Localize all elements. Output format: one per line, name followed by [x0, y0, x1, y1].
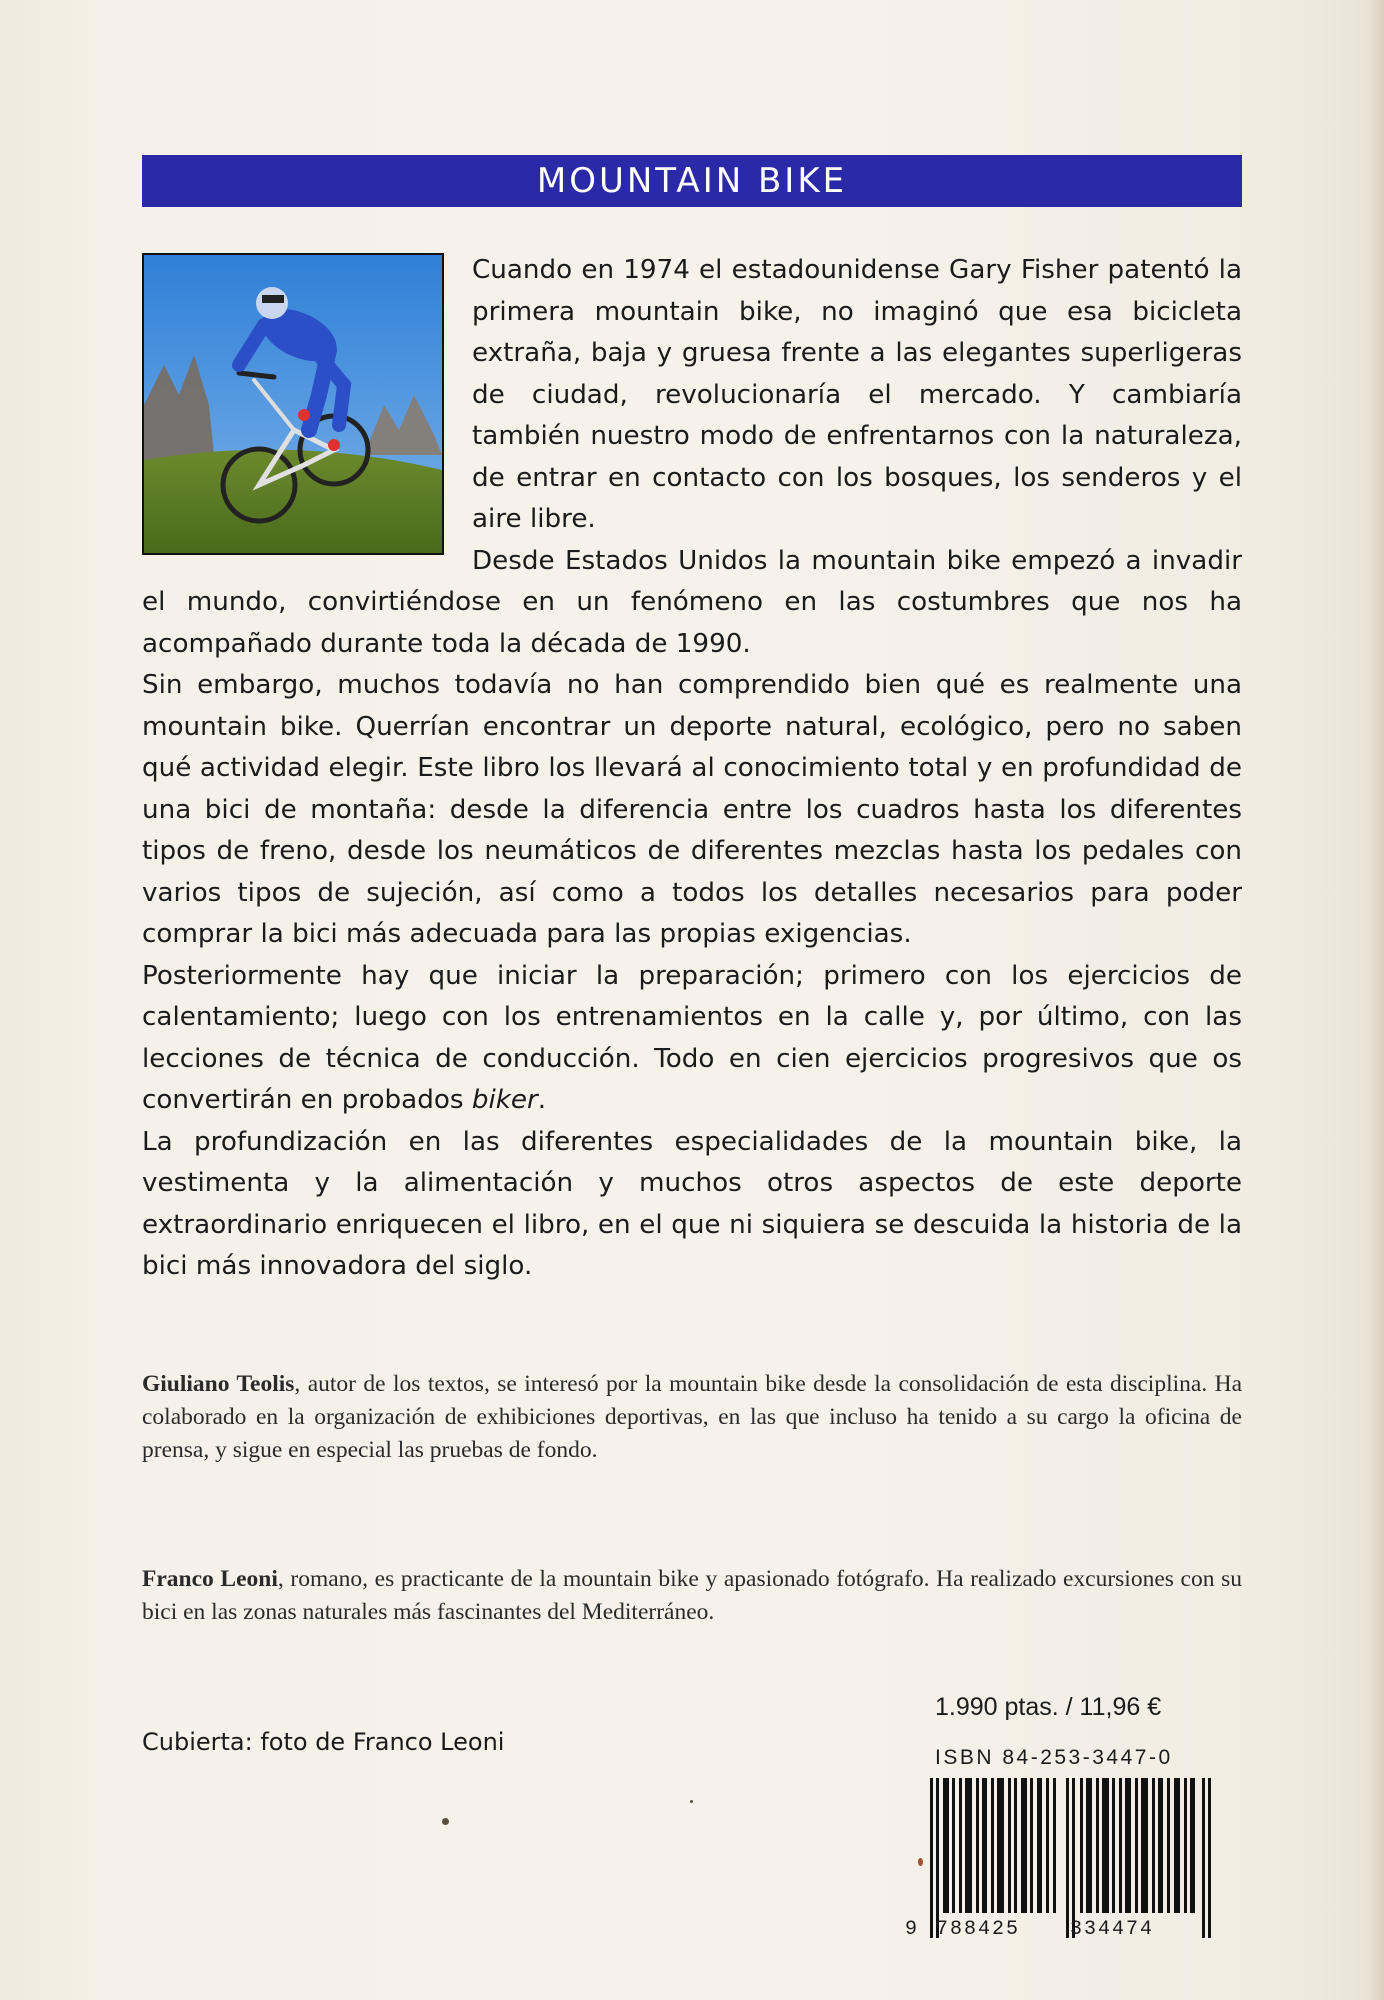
paragraph-5: La profundización en las diferentes especialidades de la mountain bike, la vestimenta y la alimentación y muchos otros aspectos de este deporte extraordinario enriquecen el libro, en el que ni siquiera se descuida la historia de la bici más innovadora del siglo. — [142, 1126, 1242, 1281]
author-text-teolis: , autor de los textos, se interesó por la mountain bike desde la consolidación de esta disciplina. Ha colaborado en la organización de exhibiciones deportivas, en las que incluso ha tenido a su cargo la oficina de prensa, y sigue en especial las pruebas de fondo. — [142, 1371, 1243, 1463]
barcode — [930, 1778, 1212, 1938]
paragraph-4-end: . — [537, 1085, 547, 1115]
barcode-digit-first: 9 — [905, 1918, 920, 1941]
paragraph-4 — [142, 956, 1242, 1122]
price: 1.990 ptas. / 11,96 € — [935, 1693, 1162, 1721]
barcode-digits-right: 334474 — [1070, 1918, 1155, 1941]
description — [142, 250, 1242, 1288]
paragraph-3: Sin embargo, muchos todavía no han comprendido bien qué es realmente una mountain bike. Querrían encontrar un deporte natural, ecológico, pero no saben qué actividad elegir. Este libro los llevará al conocimiento total y en profundidad de una bici de montaña: desde la diferencia entre los cuadros hasta los diferentes tipos de freno, desde los neumáticos de diferentes mezclas hasta los pedales con varios tipos de sujeción, así como a todos los detalles necesarios para poder comprar la bici más adecuada para las propias exigencias. — [142, 670, 1242, 949]
author-bio-teolis — [142, 1368, 1242, 1467]
paragraph-2: Desde Estados Unidos la mountain bike empezó a invadir el mundo, convirtiéndose en un fenómeno en las costumbres que nos ha acompañado durante toda la década de 1990. — [142, 545, 1242, 659]
barcode-digits-left: 788425 — [936, 1918, 1021, 1941]
paragraph-1: Cuando en 1974 el estadounidense Gary Fisher patentó la primera mountain bike, no imaginó que esa bicicleta extraña, baja y gruesa frente a las elegantes superligeras de ciudad, revolucionaría el mercado. Y cambiaría también nuestro modo de enfrentarnos con la naturaleza, de entrar en contacto con los bosques, los senderos y el aire libre. — [472, 255, 1242, 534]
photo-spacer — [142, 250, 472, 572]
author-name-teolis: Giuliano Teolis — [142, 1371, 295, 1397]
print-speck — [918, 1858, 923, 1866]
paragraph-4-text: Posteriormente hay que iniciar la preparación; primero con los ejercicios de calentamiento; luego con los entrenamientos en la calle y, por último, con las lecciones de técnica de conducción. Todo en cien ejercicios progresivos que os convertirán en probados — [142, 960, 1242, 1115]
paragraph-4-italic: biker — [471, 1085, 538, 1115]
author-name-leoni: Franco Leoni — [142, 1566, 278, 1592]
book-title: MOUNTAIN BIKE — [536, 161, 848, 201]
isbn: ISBN 84-253-3447-0 — [935, 1746, 1173, 1769]
print-speck — [442, 1818, 449, 1825]
print-speck — [690, 1800, 693, 1803]
cover-credit: Cubierta: foto de Franco Leoni — [142, 1728, 505, 1756]
title-banner — [142, 155, 1242, 207]
author-bio-leoni — [142, 1563, 1242, 1629]
page-edge-shadow — [1366, 0, 1384, 2000]
author-text-leoni: , romano, es practicante de la mountain bike y apasionado fotógrafo. Ha realizado excursiones con su bici en las zonas naturales más fascinantes del Mediterráneo. — [142, 1566, 1242, 1625]
